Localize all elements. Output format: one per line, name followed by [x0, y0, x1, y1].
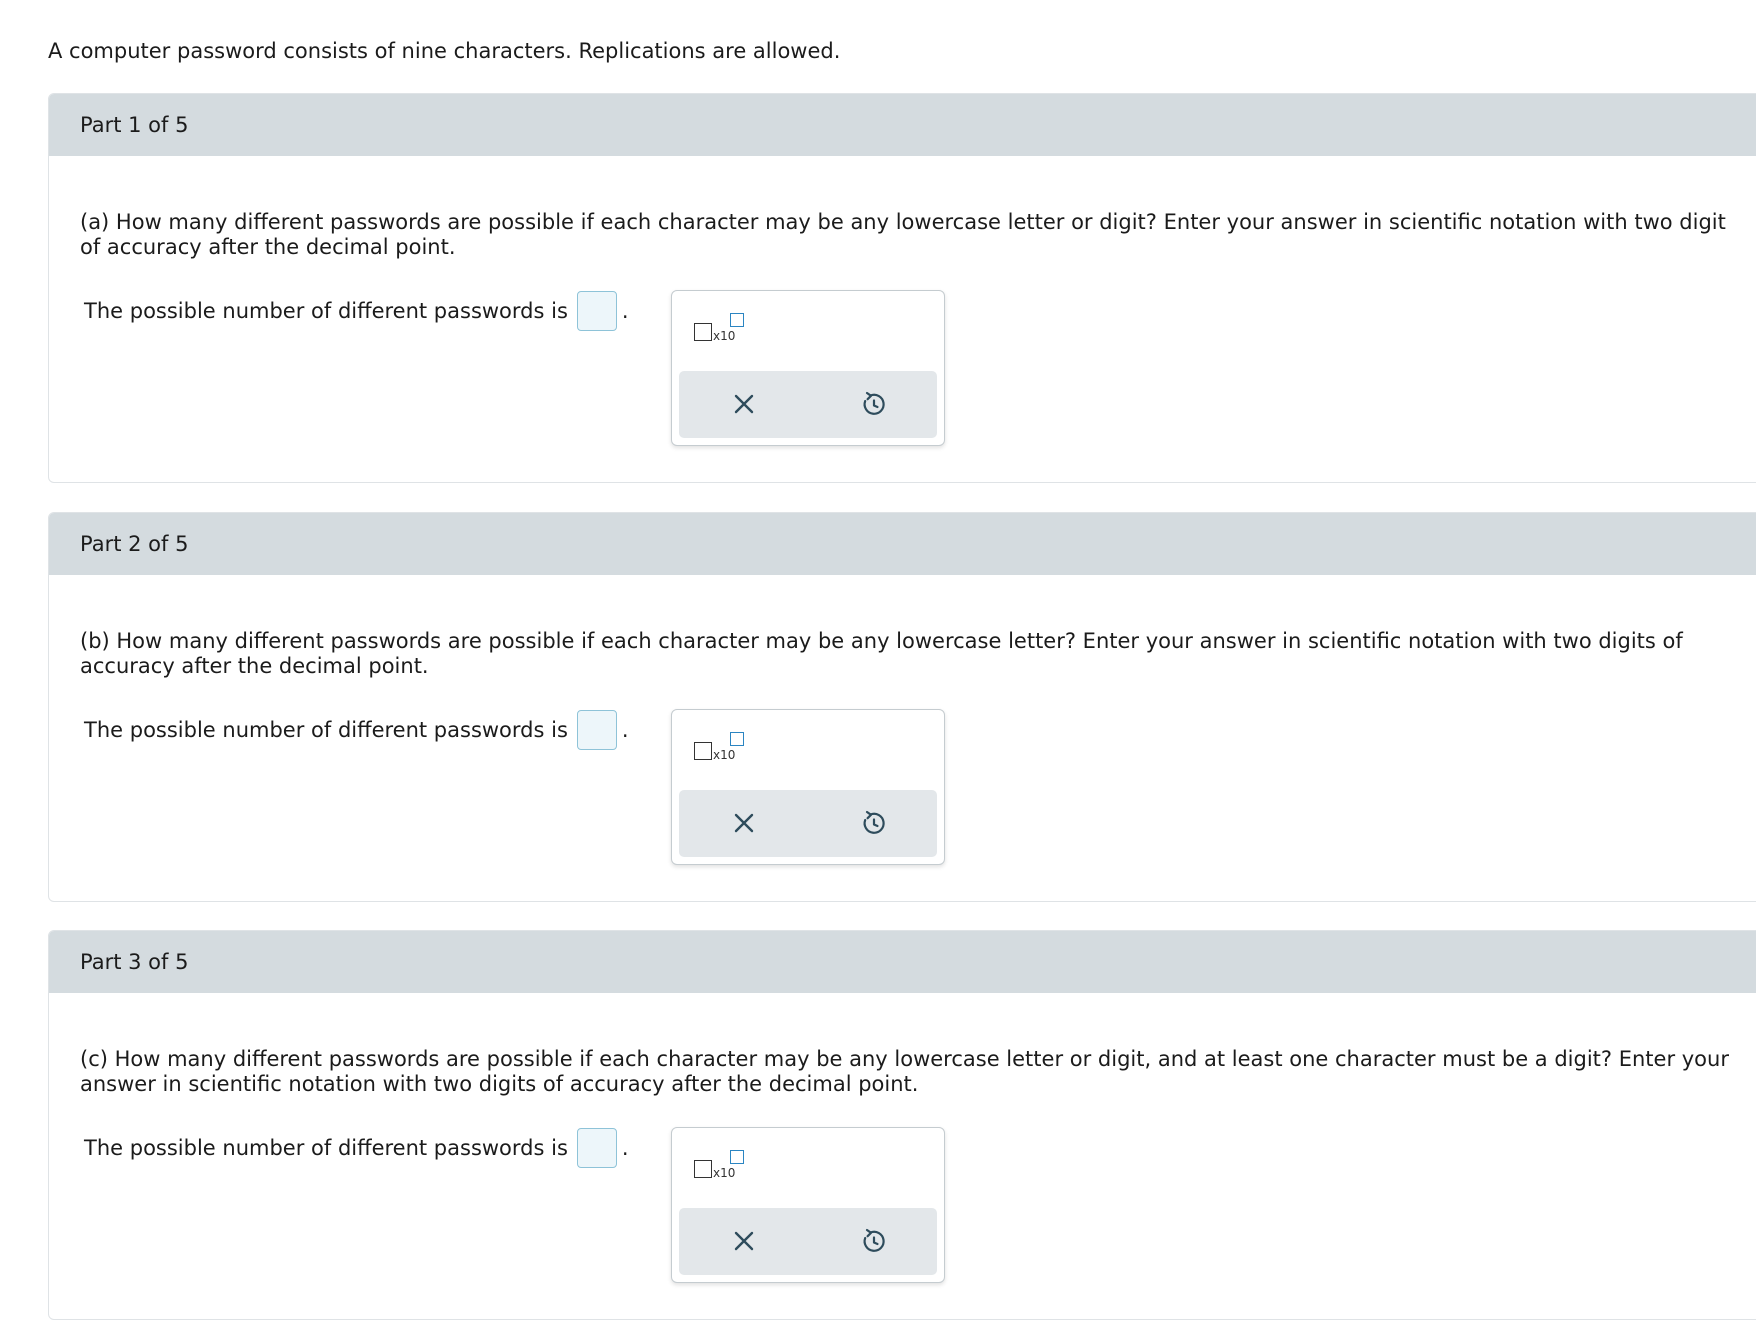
- answer-line: [84, 1128, 629, 1168]
- answer-input[interactable]: [577, 1128, 617, 1168]
- answer-period: .: [621, 1136, 629, 1160]
- question-text: (c) How many different passwords are possible if each character may be any lowercase letter or digit, and at least one character must be a digit? Enter your answer in scientific notation with two digits of accuracy after the decimal point.: [80, 1047, 1729, 1096]
- math-palette: [671, 1127, 945, 1283]
- undo-icon: [858, 1225, 890, 1257]
- scientific-notation-button[interactable]: [692, 311, 748, 351]
- undo-button[interactable]: [858, 807, 890, 839]
- x10-label: x10: [713, 1166, 736, 1180]
- answer-period: .: [621, 718, 629, 742]
- palette-action-bar: [679, 1208, 937, 1275]
- base-placeholder-icon: [694, 742, 712, 760]
- part-header: Part 2 of 5: [49, 513, 1756, 575]
- answer-prompt: The possible number of different passwords is: [84, 299, 568, 323]
- scientific-notation-button[interactable]: [692, 1148, 748, 1188]
- base-placeholder-icon: [694, 1160, 712, 1178]
- answer-line: [84, 710, 629, 750]
- part-header: Part 3 of 5: [49, 931, 1756, 993]
- undo-icon: [858, 807, 890, 839]
- scientific-notation-button[interactable]: [692, 730, 748, 770]
- part-header: Part 1 of 5: [49, 94, 1756, 156]
- part-2-panel: [48, 512, 1756, 902]
- question-text: (a) How many different passwords are possible if each character may be any lowercase letter or digit? Enter your answer in scientific notation with two digit of accuracy after the decimal point.: [80, 210, 1726, 259]
- clear-button[interactable]: [728, 1225, 760, 1257]
- question-text: (b) How many different passwords are possible if each character may be any lowercase letter? Enter your answer in scientific notation with two digits of accuracy after the decimal point.: [80, 629, 1683, 678]
- part-1-panel: [48, 93, 1756, 483]
- x10-label: x10: [713, 329, 736, 343]
- answer-line: [84, 291, 629, 331]
- clear-button[interactable]: [728, 388, 760, 420]
- answer-prompt: The possible number of different passwords is: [84, 718, 568, 742]
- close-icon: [728, 388, 760, 420]
- part-3-panel: [48, 930, 1756, 1320]
- close-icon: [728, 807, 760, 839]
- undo-button[interactable]: [858, 388, 890, 420]
- base-placeholder-icon: [694, 323, 712, 341]
- close-icon: [728, 1225, 760, 1257]
- undo-button[interactable]: [858, 1225, 890, 1257]
- answer-input[interactable]: [577, 710, 617, 750]
- problem-intro: A computer password consists of nine characters. Replications are allowed.: [48, 39, 841, 63]
- exponent-placeholder-icon: [730, 732, 744, 746]
- exponent-placeholder-icon: [730, 1150, 744, 1164]
- answer-input[interactable]: [577, 291, 617, 331]
- math-palette: [671, 709, 945, 865]
- clear-button[interactable]: [728, 807, 760, 839]
- answer-prompt: The possible number of different passwords is: [84, 1136, 568, 1160]
- x10-label: x10: [713, 748, 736, 762]
- palette-action-bar: [679, 371, 937, 438]
- exponent-placeholder-icon: [730, 313, 744, 327]
- palette-action-bar: [679, 790, 937, 857]
- math-palette: [671, 290, 945, 446]
- answer-period: .: [621, 299, 629, 323]
- undo-icon: [858, 388, 890, 420]
